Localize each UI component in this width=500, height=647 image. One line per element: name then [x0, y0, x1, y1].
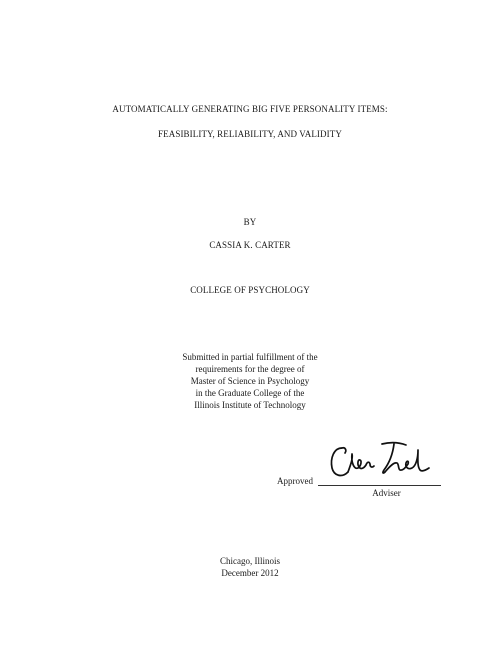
place-and-date	[0, 555, 500, 579]
submission-line-1: Submitted in partial fulfillment of the	[182, 352, 318, 362]
submission-line-3: Master of Science in Psychology	[190, 376, 310, 386]
adviser-signature	[328, 438, 434, 484]
date: December 2012	[221, 568, 279, 578]
title-line-2: FEASIBILITY, RELIABILITY, AND VALIDITY	[158, 129, 342, 139]
author-name: CASSIA K. CARTER	[209, 240, 291, 250]
by-label: BY	[243, 217, 257, 227]
submission-line-5: Illinois Institute of Technology	[194, 400, 306, 410]
submission-statement	[0, 351, 500, 411]
college-name: COLLEGE OF PSYCHOLOGY	[190, 285, 310, 295]
adviser-label: Adviser	[372, 488, 401, 498]
submission-line-2: requirements for the degree of	[195, 364, 305, 374]
submission-line-4: in the Graduate College of the	[195, 388, 305, 398]
title-line-1: AUTOMATICALLY GENERATING BIG FIVE PERSONALITY ITEMS:	[112, 104, 388, 114]
signature-line	[318, 485, 441, 486]
approved-label: Approved	[277, 476, 313, 486]
place: Chicago, Illinois	[220, 556, 280, 566]
